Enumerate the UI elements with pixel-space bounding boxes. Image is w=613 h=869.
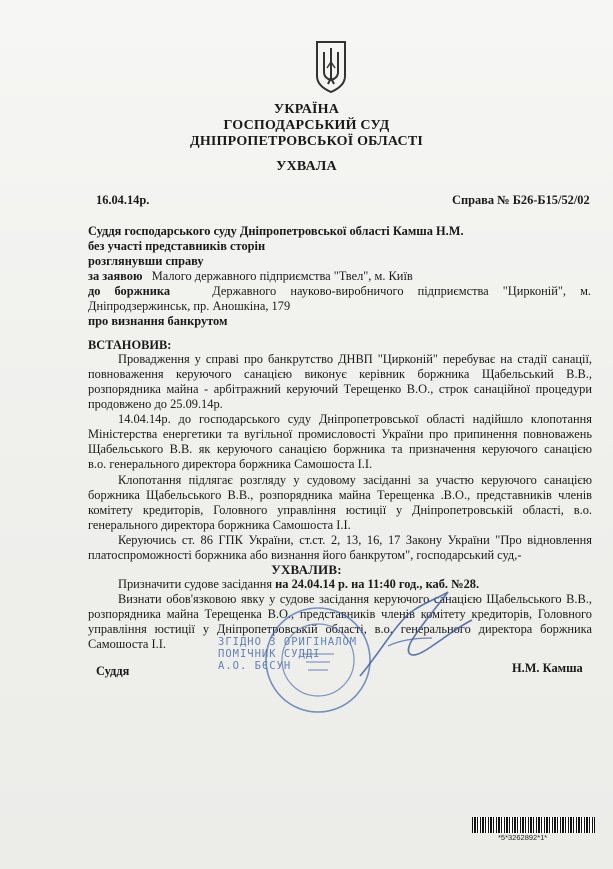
- barcode-number: *5*3262892*1*: [498, 833, 548, 842]
- established-p4-line: платоспроможності боржника або визнання його банкрутом", господарський суд,-: [88, 548, 522, 562]
- debtor-label: до боржника: [88, 284, 171, 298]
- country-title: УКРАЇНА: [273, 102, 340, 117]
- established-p1-line: розпорядника майна - арбітражний керуючий Терещенко В.О., строк санаційної процедури: [88, 382, 592, 396]
- established-heading: ВСТАНОВИВ:: [88, 338, 172, 352]
- established-p2-line: Міністерства енергетики та вугільної промисловості України про припинення повноважень: [88, 427, 592, 441]
- applicant-line: [88, 269, 413, 284]
- established-p1-line: Провадження у справі про банкрутство ДНВП "Цирконій" перебуває на стадії санації,: [118, 352, 592, 366]
- debtor-address: Дніпродзержинськ, пр. Аношкіна, 179: [88, 299, 291, 313]
- stamp-line: А.О. БЄСУН: [218, 660, 292, 672]
- stamp-line: ПОМІЧНИК СУДДІ: [218, 648, 321, 660]
- reviewed-case-line: розглянувши справу: [88, 254, 204, 268]
- established-p2-line: Щабельського В.В. як керуючого санацією боржника та призначення керуючого санацією: [88, 442, 592, 456]
- established-p1-line: продовжено до 25.09.14р.: [88, 397, 223, 411]
- established-p2-line: в.о. генерального директора боржника Самошоста І.І.: [88, 457, 373, 471]
- case-number: Справа № Б26-Б15/52/02: [452, 193, 590, 207]
- ruling-p2-line: Визнати обов'язковою явку у судове засідання керуючого санацією Щабельського В.В.,: [118, 592, 592, 606]
- document-type-title: УХВАЛА: [276, 159, 337, 174]
- court-name-line1: ГОСПОДАРСЬКИЙ СУД: [223, 118, 390, 133]
- established-p3-line: Клопотання підлягає розгляду у судовому засіданні за участю керуючого санацією: [118, 473, 592, 487]
- applicant-text: Малого державного підприємства "Твел", м. Київ: [151, 269, 413, 283]
- established-p4-line: Керуючись ст. 86 ГПК України, ст.ст. 2, 13, 16, 17 Закону України "Про відновлення: [118, 533, 592, 547]
- judge-name-signature: Н.М. Камша: [512, 661, 583, 675]
- ruling-hearing-datetime: на 24.04.14 р. на 11:40 год., каб. №28.: [275, 577, 480, 591]
- certification-stamp: [218, 636, 357, 672]
- established-p1-line: повноваження керуючого санацією виконує керівник боржника Щабельський В.В.,: [88, 367, 592, 381]
- judge-line: Суддя господарського суду Дніпропетровської області Камша Н.М.: [88, 224, 464, 238]
- signature-label: Суддя: [96, 664, 130, 678]
- barcode: [472, 817, 595, 833]
- ruling-p1-text: Призначити судове засідання: [118, 577, 276, 591]
- ruling-p2-line: розпорядника майна Терещенка В.О., представників членів комітету кредиторів, Головного: [88, 607, 592, 621]
- trident-emblem-icon: [314, 38, 348, 94]
- no-representatives-line: без участі представників сторін: [88, 239, 266, 253]
- ruling-p2-line: Самошоста І.І.: [88, 637, 166, 651]
- applicant-label: за заявою: [88, 269, 143, 283]
- stamp-line: ЗГІДНО З ОРИГІНАЛОМ: [218, 636, 358, 648]
- court-name-line2: ДНІПРОПЕТРОВСЬКОЇ ОБЛАСТІ: [189, 134, 424, 149]
- ruling-date: 16.04.14р.: [96, 193, 150, 207]
- established-p3-line: генерального директора боржника Самошоста І.І.: [88, 518, 351, 532]
- ruling-p2-line: управління юстиції у Дніпропетровській області, в.о. генерального директора боржника: [88, 622, 592, 636]
- debtor-text: Державного науково-виробничого підприємства "Цирконій", м.: [212, 284, 592, 298]
- subject-line: про визнання банкрутом: [88, 314, 228, 328]
- established-p3-line: комітету кредиторів, Головного управління юстиції у Дніпропетровській області, в.о.: [88, 503, 592, 517]
- judge-signature-icon: [352, 580, 482, 690]
- ruling-heading: УХВАЛИВ:: [271, 562, 342, 577]
- established-p2-line: 14.04.14р. до господарського суду Дніпропетровської області надійшло клопотання: [118, 412, 592, 426]
- established-p3-line: боржника Щабельського В.В., розпорядника майна Терещенка .В.О., представників членів: [88, 488, 592, 502]
- debtor-line: [88, 284, 591, 299]
